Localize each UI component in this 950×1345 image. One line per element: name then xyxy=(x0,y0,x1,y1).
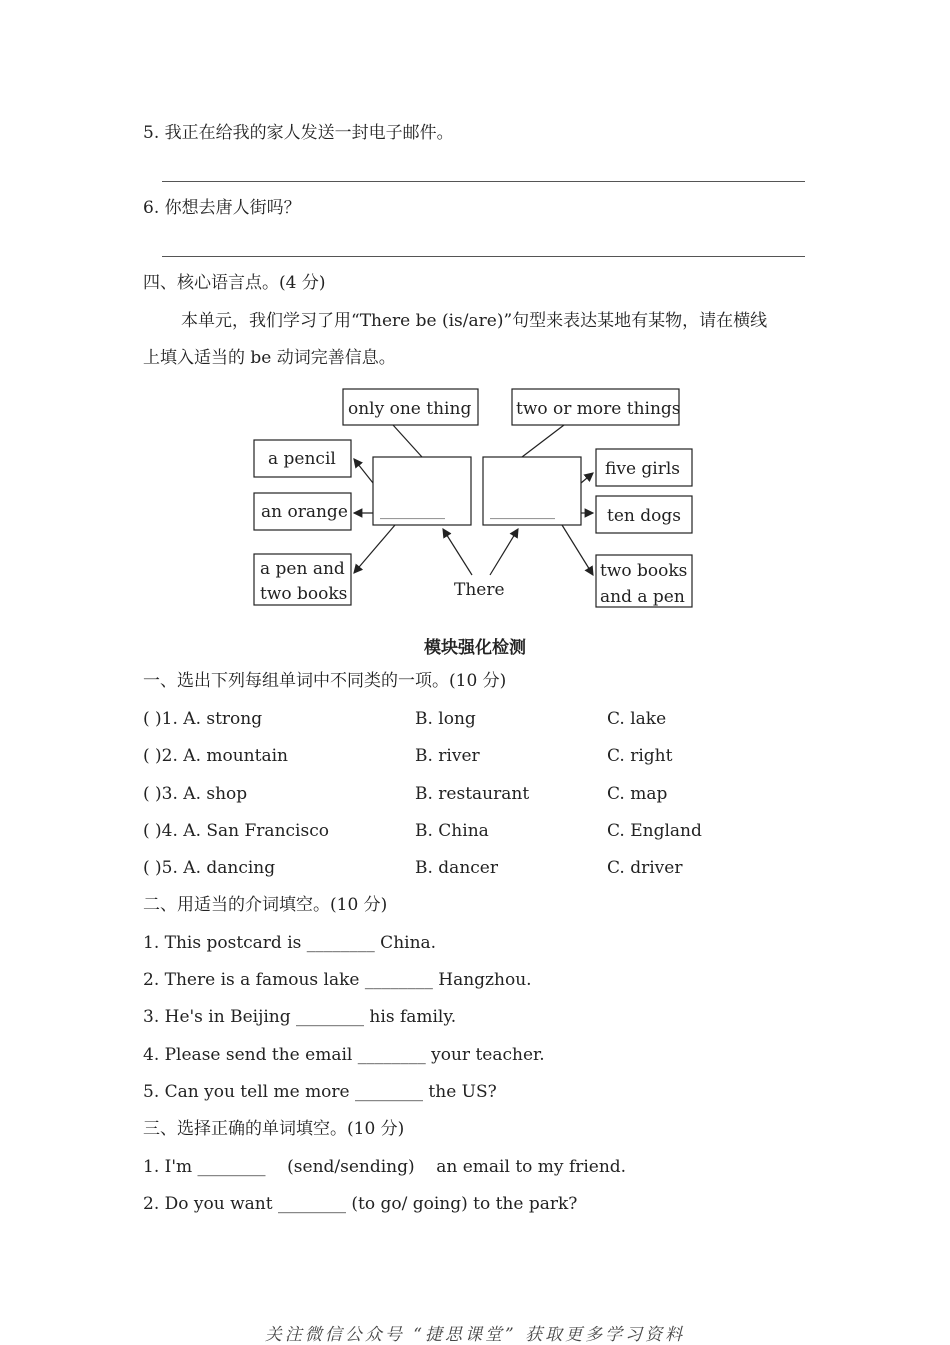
module-title: 模块强化检测 xyxy=(424,638,526,658)
part1-q1-b: B. long xyxy=(415,709,476,729)
part1-q4: ( )4. A. San Francisco xyxy=(143,821,329,841)
section4-intro-1: 本单元，我们学习了用“There be (is/are)”句型来表达某地有某物，请在横线 xyxy=(181,311,768,331)
part1-q3-c: C. map xyxy=(607,784,668,804)
part1-q2-b: B. river xyxy=(415,746,480,766)
part1-q3: ( )3. A. shop xyxy=(143,784,248,804)
pen-books-label-1: a pen and xyxy=(260,559,345,579)
part1-q2-c: C. right xyxy=(607,746,673,766)
part2-q1: 1. This postcard is ________ China. xyxy=(143,933,437,953)
section4-intro-2: 上填入适当的 be 动词完善信息。 xyxy=(143,348,396,368)
pen-books-label-2: two books xyxy=(260,584,348,604)
are-blank-line: __________ xyxy=(490,505,555,520)
books-pen-label-1: two books xyxy=(600,561,688,581)
part1-q5: ( )5. A. dancing xyxy=(143,858,276,878)
answer-line-6[interactable] xyxy=(162,256,805,257)
part3-q1: 1. I'm ________ (send/sending) an email to my friend. xyxy=(143,1157,627,1177)
part1-q5-b: B. dancer xyxy=(415,858,498,878)
part1-q5-c: C. driver xyxy=(607,858,683,878)
part1-heading: 一、选出下列每组单词中不同类的一项。(10 分) xyxy=(143,671,507,691)
footer-note: 关注微信公众号 “捷思课堂” 获取更多学习资料 xyxy=(264,1325,686,1345)
part2-heading: 二、用适当的介词填空。(10 分) xyxy=(143,895,388,915)
question-6: 6. 你想去唐人街吗？ xyxy=(143,198,301,218)
part1-q4-b: B. China xyxy=(415,821,489,841)
there-be-diagram xyxy=(250,383,700,613)
five-girls-label: five girls xyxy=(605,459,681,479)
part3-heading: 三、选择正确的单词填空。(10 分) xyxy=(143,1119,405,1139)
two-more-label: two or more things xyxy=(516,399,681,419)
part1-q1: ( )1. A. strong xyxy=(143,709,263,729)
part1-q1-c: C. lake xyxy=(607,709,667,729)
part3-q2: 2. Do you want ________ (to go/ going) to the park? xyxy=(143,1194,578,1214)
there-label: There xyxy=(454,580,505,600)
part1-q2: ( )2. A. mountain xyxy=(143,746,288,766)
section4-heading: 四、核心语言点。(4 分) xyxy=(143,273,326,293)
part2-q4: 4. Please send the email ________ your teacher. xyxy=(143,1045,545,1065)
orange-label: an orange xyxy=(261,502,348,522)
part2-q2: 2. There is a famous lake ________ Hangzhou. xyxy=(143,970,532,990)
answer-line-5[interactable] xyxy=(162,181,805,182)
only-one-label: only one thing xyxy=(348,399,472,419)
ten-dogs-label: ten dogs xyxy=(607,506,681,526)
part2-q3: 3. He's in Beijing ________ his family. xyxy=(143,1007,457,1027)
books-pen-label-2: and a pen xyxy=(600,587,685,607)
part1-q3-b: B. restaurant xyxy=(415,784,530,804)
is-blank-line: __________ xyxy=(380,505,445,520)
part2-q5: 5. Can you tell me more ________ the US? xyxy=(143,1082,497,1102)
question-5: 5. 我正在给我的家人发送一封电子邮件。 xyxy=(143,123,454,143)
part1-q4-c: C. England xyxy=(607,821,702,841)
pencil-label: a pencil xyxy=(268,449,336,469)
